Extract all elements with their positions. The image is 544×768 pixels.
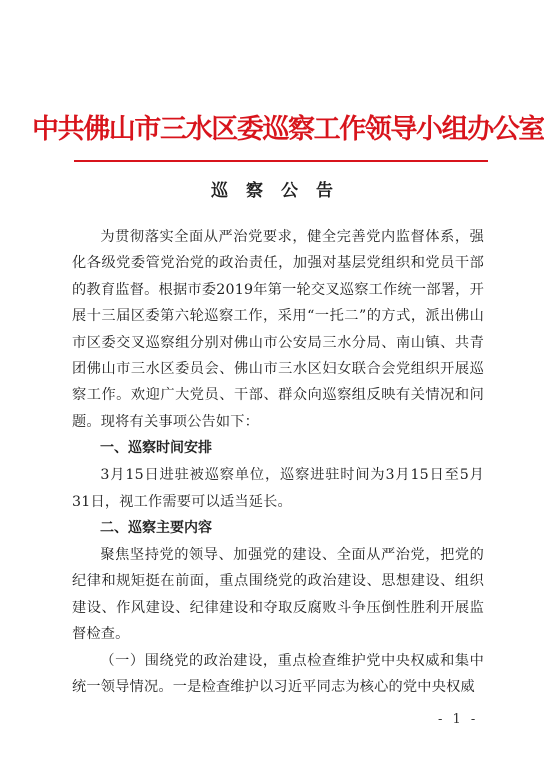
page-number: - 1 -: [438, 712, 479, 727]
issuer-masthead: 中共佛山市三水区委巡察工作领导小组办公室: [32, 114, 544, 145]
intro-paragraph: 为贯彻落实全面从严治党要求，健全完善党内监督体系，强化各级党委管党治党的政治责任，加强对基层党组织和党员干部的教育监督。根据市委2019年第一轮交叉巡察工作统一部署，开展十三届区委第六轮巡察工作，采用“一托二”的方式，派出佛山市区委交叉巡察组分别对佛山市公安局三水分局、南山镇、共青团佛山市三水区委员会、佛山市三水区妇女联合会党组织开展巡察工作。欢迎广大党员、干部、群众向巡察组反映有关情况和问题。现将有关事项公告如下：: [72, 229, 484, 430]
masthead-red-rule: [74, 160, 488, 162]
section1-paragraph: 3月15日进驻被巡察单位，巡察进驻时间为3月15日至5月31日，视工作需要可以适当延长。: [72, 467, 484, 510]
section2-paragraph: 聚焦坚持党的领导、加强党的建设、全面从严治党，把党的纪律和规矩挺在前面，重点围绕党的政治建设、思想建设、组织建设、作风建设、纪律建设和夺取反腐败斗争压倒性胜利开展监督检查。: [72, 547, 484, 643]
document-title: 巡察公告: [211, 181, 351, 201]
document-body: [72, 224, 484, 701]
section2-sub1-paragraph: （一）围绕党的政治建设，重点检查维护党中央权威和集中统一领导情况。一是检查维护以习近平同志为核心的党中央权威: [72, 652, 484, 696]
section2-heading: 二、巡察主要内容: [100, 520, 212, 537]
section1-heading: 一、巡察时间安排: [100, 440, 212, 457]
